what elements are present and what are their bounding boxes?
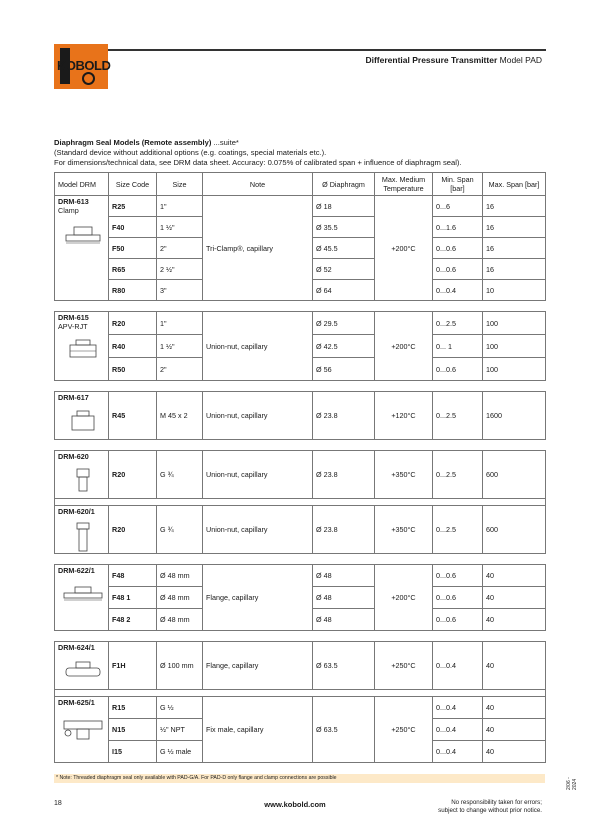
size-code-cell: F48 xyxy=(109,565,157,587)
max-span-cell: 10 xyxy=(483,280,546,301)
threaded-seal-long-icon xyxy=(60,522,106,552)
diaphragm-cell: Ø 48 xyxy=(313,587,375,609)
min-span-cell: 0...0.6 xyxy=(433,565,483,587)
diaphragm-cell: Ø 23.8 xyxy=(313,392,375,440)
title-model: Model PAD xyxy=(499,55,542,65)
spacer-cell xyxy=(55,301,546,312)
size-code-cell: R65 xyxy=(109,259,157,280)
size-code-cell: R45 xyxy=(109,392,157,440)
disclaimer xyxy=(438,799,542,815)
page-title xyxy=(365,55,542,65)
min-span-cell: 0...0.6 xyxy=(433,587,483,609)
flange-seal-large-icon xyxy=(60,658,106,688)
max-span-cell: 16 xyxy=(483,259,546,280)
max-temp-cell: +120°C xyxy=(375,392,433,440)
col-diaphragm: Ø Diaphragm xyxy=(313,173,375,196)
section-heading: Diaphragm Seal Models (Remote assembly) xyxy=(54,138,212,147)
max-temp-cell: +250°C xyxy=(375,697,433,763)
size-cell: ½" NPT xyxy=(157,719,203,741)
table-header-row xyxy=(55,173,546,196)
diaphragm-cell: Ø 63.5 xyxy=(313,697,375,763)
threaded-seal-icon xyxy=(60,467,106,497)
union-nut-seal-icon xyxy=(60,408,106,438)
table-row xyxy=(55,642,546,690)
min-span-cell: 0...0.6 xyxy=(433,238,483,259)
col-model: Model DRM xyxy=(55,173,109,196)
max-temp-cell: +200°C xyxy=(375,312,433,381)
max-span-cell: 40 xyxy=(483,741,546,763)
note-cell: Union-nut, capillary xyxy=(203,312,313,381)
max-span-cell: 100 xyxy=(483,335,546,358)
model-name: DRM-625/1 xyxy=(58,698,95,707)
size-code-cell: F48 2 xyxy=(109,609,157,631)
size-code-cell: R15 xyxy=(109,697,157,719)
size-code-cell: R80 xyxy=(109,280,157,301)
size-cell: G ¾ xyxy=(157,506,203,554)
diaphragm-cell: Ø 29.5 xyxy=(313,312,375,335)
min-span-cell: 0...0.4 xyxy=(433,719,483,741)
max-span-cell: 16 xyxy=(483,238,546,259)
diaphragm-cell: Ø 45.5 xyxy=(313,238,375,259)
size-cell: 2" xyxy=(157,358,203,381)
intro-line-1: (Standard device without additional options (e.g. coatings, special materials etc.). xyxy=(54,148,327,158)
size-cell: 1" xyxy=(157,196,203,217)
model-name: DRM-622/1 xyxy=(58,566,95,575)
intro-text xyxy=(54,138,544,169)
group-spacer xyxy=(55,301,546,312)
note-cell: Tri-Clamp®, capillary xyxy=(203,196,313,301)
group-spacer xyxy=(55,381,546,392)
union-nut-seal-icon xyxy=(60,337,106,367)
size-cell: 2 ½" xyxy=(157,259,203,280)
fix-male-seal-icon xyxy=(60,713,106,743)
disclaimer-line-1: No responsibility taken for errors; xyxy=(451,799,542,806)
model-cell xyxy=(55,196,109,301)
max-temp-cell: +200°C xyxy=(375,565,433,631)
diaphragm-cell: Ø 64 xyxy=(313,280,375,301)
model-name: DRM-620/1 xyxy=(58,507,95,516)
model-cell xyxy=(55,697,109,763)
model-name: DRM-624/1 xyxy=(58,643,95,652)
title-bold: Differential Pressure Transmitter xyxy=(365,55,498,65)
min-span-cell: 0...0.4 xyxy=(433,642,483,690)
website-link[interactable]: www.kobold.com xyxy=(264,800,326,809)
spacer-cell xyxy=(55,631,546,642)
model-name: DRM-615 xyxy=(58,313,89,322)
max-span-cell: 16 xyxy=(483,196,546,217)
min-span-cell: 0...2.5 xyxy=(433,312,483,335)
size-cell: 3" xyxy=(157,280,203,301)
diaphragm-cell: Ø 63.5 xyxy=(313,642,375,690)
size-cell: Ø 100 mm xyxy=(157,642,203,690)
min-span-cell: 0...6 xyxy=(433,196,483,217)
max-temp-cell: +350°C xyxy=(375,506,433,554)
min-span-cell: 0...0.4 xyxy=(433,697,483,719)
size-cell: Ø 48 mm xyxy=(157,587,203,609)
size-code-cell: R20 xyxy=(109,451,157,499)
table-row xyxy=(55,451,546,499)
size-code-cell: F48 1 xyxy=(109,587,157,609)
min-span-cell: 0...0.4 xyxy=(433,280,483,301)
size-code-cell: R40 xyxy=(109,335,157,358)
model-cell xyxy=(55,392,109,440)
min-span-cell: 0...2.5 xyxy=(433,392,483,440)
model-cell xyxy=(55,451,109,499)
size-code-cell: F1H xyxy=(109,642,157,690)
size-code-cell: R20 xyxy=(109,506,157,554)
diaphragm-cell: Ø 23.8 xyxy=(313,451,375,499)
min-span-cell: 0...0.6 xyxy=(433,259,483,280)
model-subtitle: Clamp xyxy=(58,206,79,215)
table-row xyxy=(55,392,546,440)
spacer-cell xyxy=(55,499,546,506)
spacer-cell xyxy=(55,381,546,392)
max-span-cell: 40 xyxy=(483,697,546,719)
note-cell: Union-nut, capillary xyxy=(203,451,313,499)
diaphragm-cell: Ø 18 xyxy=(313,196,375,217)
model-cell xyxy=(55,312,109,381)
size-cell: G ¾ xyxy=(157,451,203,499)
size-code-cell: F50 xyxy=(109,238,157,259)
diaphragm-cell: Ø 56 xyxy=(313,358,375,381)
spacer-cell xyxy=(55,690,546,697)
size-cell: M 45 x 2 xyxy=(157,392,203,440)
diaphragm-cell: Ø 42.5 xyxy=(313,335,375,358)
page-number: 18 xyxy=(54,800,62,807)
diaphragm-cell: Ø 48 xyxy=(313,565,375,587)
note-cell: Flange, capillary xyxy=(203,642,313,690)
size-cell: 1" xyxy=(157,312,203,335)
model-cell xyxy=(55,565,109,631)
logo-ring xyxy=(82,72,95,85)
max-span-cell: 40 xyxy=(483,609,546,631)
col-min-span: Min. Span [bar] xyxy=(433,173,483,196)
min-span-cell: 0...0.6 xyxy=(433,609,483,631)
logo-text: KOBOLD xyxy=(57,58,111,73)
col-size-code: Size Code xyxy=(109,173,157,196)
size-code-cell: I15 xyxy=(109,741,157,763)
model-cell xyxy=(55,642,109,690)
size-code-cell: N15 xyxy=(109,719,157,741)
min-span-cell: 0...0.6 xyxy=(433,358,483,381)
table-row xyxy=(55,312,546,335)
model-subtitle: APV-RJT xyxy=(58,322,88,331)
group-spacer xyxy=(55,690,546,697)
clamp-seal-icon xyxy=(60,221,106,251)
max-span-cell: 600 xyxy=(483,506,546,554)
diaphragm-cell: Ø 48 xyxy=(313,609,375,631)
max-temp-cell: +350°C xyxy=(375,451,433,499)
max-span-cell: 40 xyxy=(483,642,546,690)
model-name: DRM-617 xyxy=(58,393,89,402)
kobold-logo xyxy=(54,44,111,89)
max-span-cell: 100 xyxy=(483,312,546,335)
disclaimer-line-2: subject to change without prior notice. xyxy=(438,807,542,814)
min-span-cell: 0...2.5 xyxy=(433,506,483,554)
col-note: Note xyxy=(203,173,313,196)
diaphragm-cell: Ø 52 xyxy=(313,259,375,280)
table-row xyxy=(55,196,546,217)
col-max-span: Max. Span [bar] xyxy=(483,173,546,196)
group-spacer xyxy=(55,440,546,451)
max-temp-cell: +250°C xyxy=(375,642,433,690)
min-span-cell: 0...0.4 xyxy=(433,741,483,763)
group-spacer xyxy=(55,631,546,642)
diaphragm-cell: Ø 23.8 xyxy=(313,506,375,554)
model-name: DRM-620 xyxy=(58,452,89,461)
size-code-cell: R25 xyxy=(109,196,157,217)
diaphragm-cell: Ø 35.5 xyxy=(313,217,375,238)
table-body xyxy=(55,196,546,763)
header-rule xyxy=(108,49,546,51)
max-span-cell: 1600 xyxy=(483,392,546,440)
table-row xyxy=(55,565,546,587)
model-cell xyxy=(55,506,109,554)
max-span-cell: 16 xyxy=(483,217,546,238)
max-temp-cell: +200°C xyxy=(375,196,433,301)
size-cell: 1 ½" xyxy=(157,217,203,238)
flange-seal-icon xyxy=(60,581,106,611)
group-spacer xyxy=(55,554,546,565)
size-cell: 2" xyxy=(157,238,203,259)
group-spacer xyxy=(55,499,546,506)
spacer-cell xyxy=(55,440,546,451)
min-span-cell: 0... 1 xyxy=(433,335,483,358)
note-cell: Union-nut, capillary xyxy=(203,506,313,554)
max-span-cell: 40 xyxy=(483,719,546,741)
model-name: DRM-613 xyxy=(58,197,89,206)
table-row xyxy=(55,506,546,554)
size-cell: 1 ½" xyxy=(157,335,203,358)
size-code-cell: R50 xyxy=(109,358,157,381)
size-cell: G ½ male xyxy=(157,741,203,763)
note-cell: Union-nut, capillary xyxy=(203,392,313,440)
spacer-cell xyxy=(55,554,546,565)
min-span-cell: 0...1.6 xyxy=(433,217,483,238)
max-span-cell: 100 xyxy=(483,358,546,381)
diaphragm-seal-table xyxy=(54,172,546,763)
max-span-cell: 40 xyxy=(483,565,546,587)
size-cell: G ½ xyxy=(157,697,203,719)
col-max-temp: Max. Medium Temperature xyxy=(375,173,433,196)
footnote: * Note: Threaded diaphragm seal only available with PAD-G/A. For PAD-D only flange and clamp connections are possible xyxy=(54,774,545,783)
note-cell: Fix male, capillary xyxy=(203,697,313,763)
size-cell: Ø 48 mm xyxy=(157,609,203,631)
note-cell: Flange, capillary xyxy=(203,565,313,631)
table-row xyxy=(55,697,546,719)
min-span-cell: 0...2.5 xyxy=(433,451,483,499)
side-doc-code: 2/06 - 2024 xyxy=(566,777,578,790)
max-span-cell: 40 xyxy=(483,587,546,609)
intro-line-2: For dimensions/technical data, see DRM data sheet. Accuracy: 0.075% of calibrated span + influence of diaphragm seal). xyxy=(54,158,462,168)
size-code-cell: R20 xyxy=(109,312,157,335)
max-span-cell: 600 xyxy=(483,451,546,499)
size-code-cell: F40 xyxy=(109,217,157,238)
col-size: Size xyxy=(157,173,203,196)
section-heading-suffix: ...suite* xyxy=(213,138,239,147)
size-cell: Ø 48 mm xyxy=(157,565,203,587)
